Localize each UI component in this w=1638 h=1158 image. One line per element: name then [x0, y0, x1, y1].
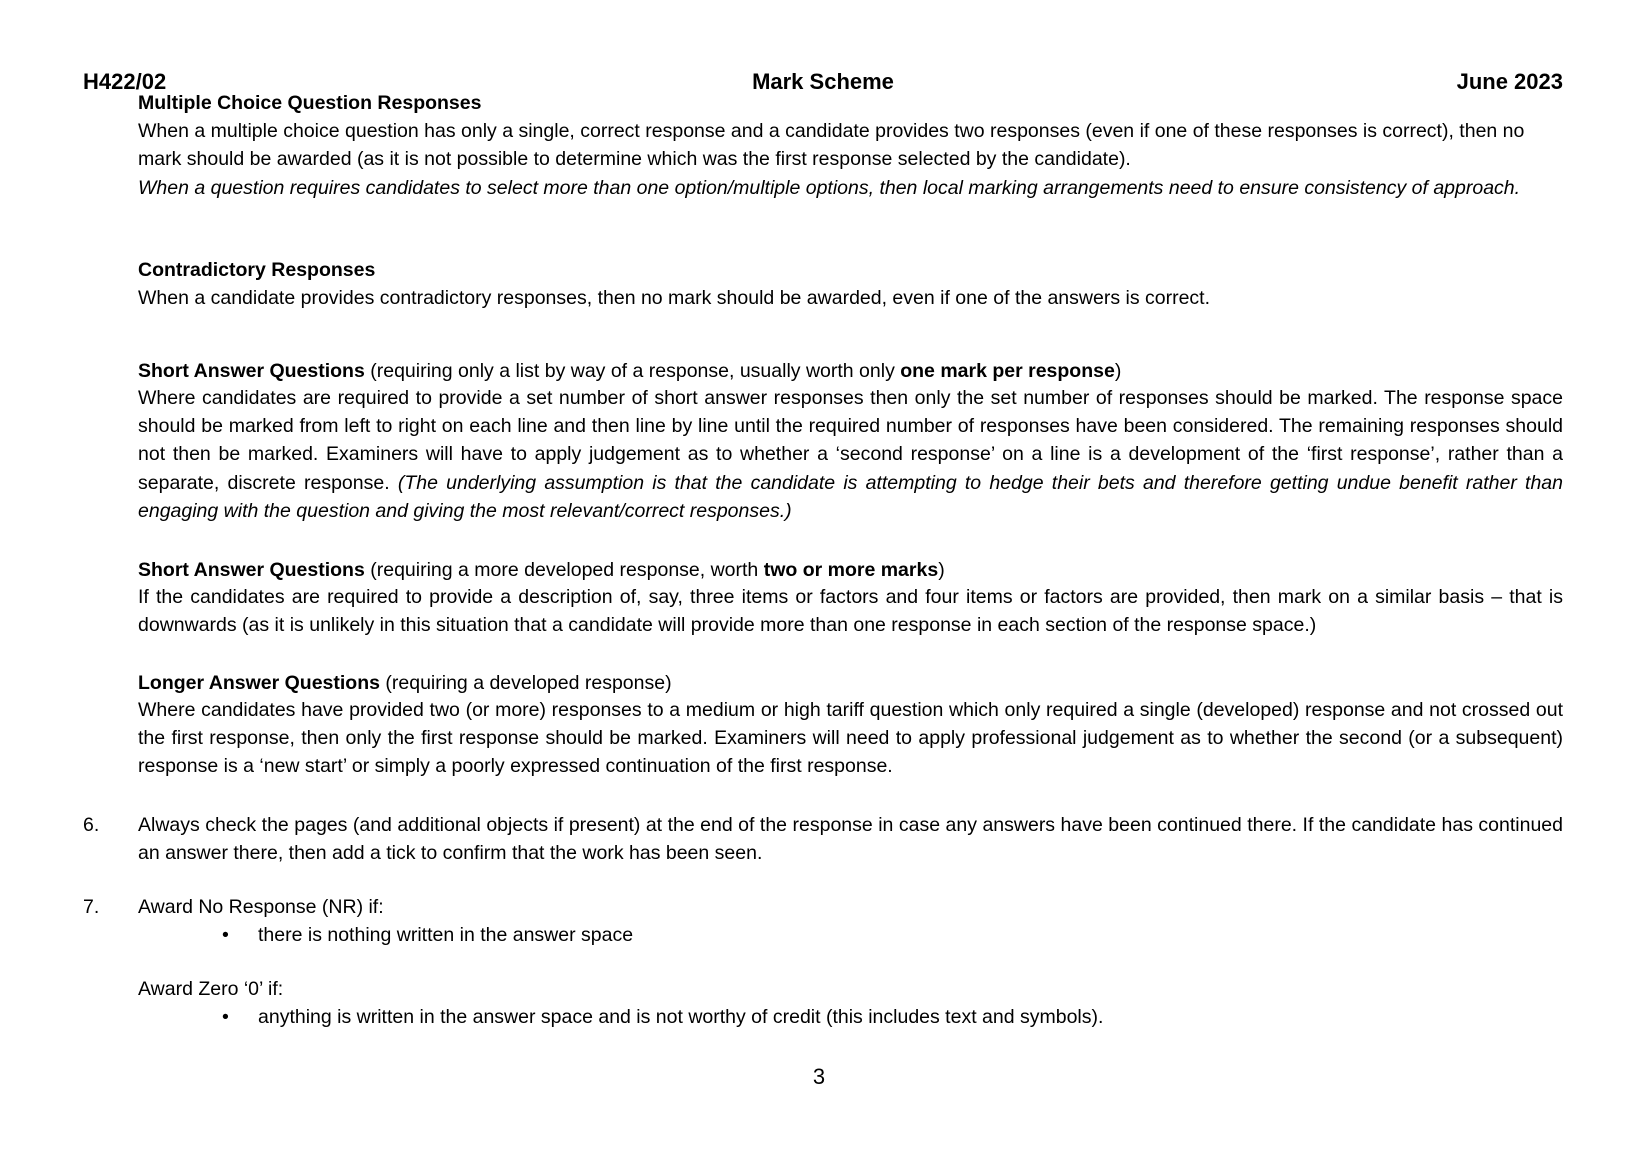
- qualifier-close: ): [938, 559, 945, 581]
- document-title: Mark Scheme: [752, 69, 894, 94]
- section-heading: [138, 670, 1563, 696]
- bullet-icon: •: [222, 924, 229, 946]
- exam-date: June 2023: [1456, 69, 1563, 94]
- paragraph: When a candidate provides contradictory responses, then no mark should be awarded, even if one of the answers is correct.: [138, 287, 1211, 310]
- sub-text: Award Zero ‘0’ if:: [138, 978, 284, 1000]
- section-title: Longer Answer Questions: [138, 672, 380, 694]
- section-contradictory: [138, 256, 1563, 312]
- paper-code: H422/02: [83, 69, 167, 94]
- item-number: 6.: [83, 814, 100, 836]
- item-text: Award No Response (NR) if:: [138, 896, 384, 918]
- qualifier-close: ): [1114, 360, 1122, 382]
- section-title: Short Answer Questions: [138, 559, 365, 581]
- qualifier: (requiring only a list by way of a response, usually worth only: [364, 360, 901, 382]
- italic-note: (The underlying assumption is that the candidate is attempting to hedge their bets and therefore getting undue benefit rather than engaging with the question and giving the most relevant/correct responses.): [138, 471, 1563, 522]
- section-longer-answer: [138, 670, 1563, 781]
- paragraph: [138, 384, 1563, 525]
- bullet-icon: •: [222, 1006, 229, 1028]
- section-multiple-choice: [138, 89, 1563, 202]
- qualifier-emphasis: two or more marks: [763, 559, 939, 581]
- section-short-answer-developed: [138, 557, 1563, 639]
- qualifier-emphasis: one mark per response: [900, 360, 1115, 382]
- section-heading: [138, 557, 1563, 583]
- item-number: 7.: [83, 896, 100, 918]
- paragraph-text: Where candidates are required to provide a set number of short answer responses then only the set number of responses should be marked. The response space should be marked from left to right on each line and then line by line until the required number of responses have been considered. The remaining responses should not then be marked. Examiners will have to apply judgement as to whether a ‘second response’ on a line is a development of the ‘first response’, rather than a separate, discrete response.: [138, 387, 1563, 494]
- item-text: Always check the pages (and additional objects if present) at the end of the response in case any answers have been continued there. If the candidate has continued an answer there, then add a tick to confirm that the work has been seen.: [138, 814, 1563, 865]
- italic-paragraph: When a question requires candidates to select more than one option/multiple options, then local marking arrangements need to ensure consistency of approach.: [138, 176, 1521, 199]
- qualifier: (requiring a more developed response, worth: [364, 559, 764, 581]
- section-title: Short Answer Questions: [138, 360, 365, 382]
- page-number: 3: [812, 1064, 826, 1089]
- section-heading: [138, 358, 1563, 384]
- section-title: Multiple Choice Question Responses: [138, 92, 482, 114]
- paragraph: When a multiple choice question has only a single, correct response and a candidate provides two responses (even if one of these responses is correct), then no mark should be awarded (as it is not possible to determine which was the first response selected by the candidate).: [138, 120, 1525, 171]
- section-short-answer-list: [138, 358, 1563, 525]
- paragraph: If the candidates are required to provide a description of, say, three items or factors and four items or factors are provided, then mark on a similar basis – that is downwards (as it is unlikely in this situation that a candidate will provide more than one response in each section of the response space.): [138, 586, 1563, 637]
- paragraph: Where candidates have provided two (or more) responses to a medium or high tariff question which only required a single (developed) response and not crossed out the first response, then only the first response should be marked. Examiners will need to apply professional judgement as to whether the second (or a subsequent) response is a ‘new start’ or simply a poorly expressed continuation of the first response.: [138, 699, 1563, 778]
- section-title: Contradictory Responses: [138, 259, 376, 281]
- bullet-text: there is nothing written in the answer space: [258, 924, 634, 946]
- qualifier: (requiring a developed response): [379, 672, 672, 694]
- bullet-text: anything is written in the answer space and is not worthy of credit (this includes text and symbols).: [258, 1006, 1104, 1028]
